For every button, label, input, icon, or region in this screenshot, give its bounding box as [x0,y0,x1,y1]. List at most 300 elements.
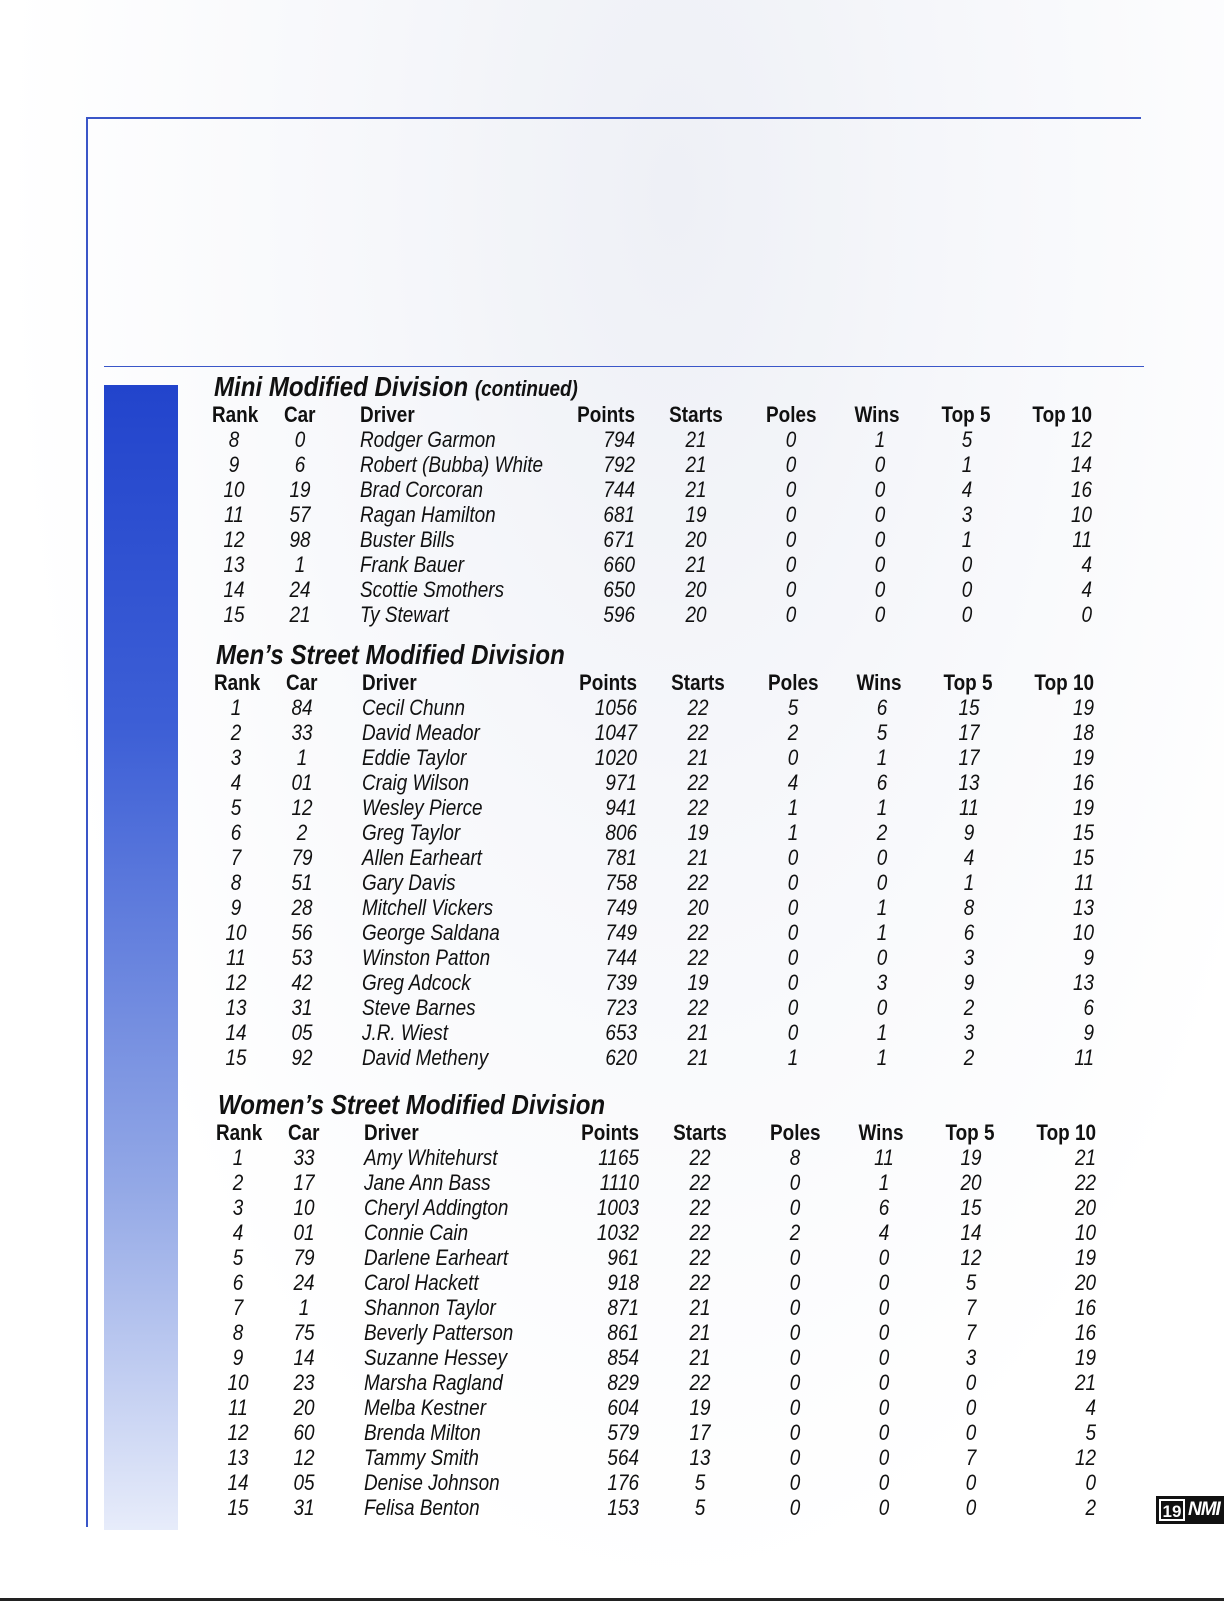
cell-car: 56 [291,920,313,945]
cell-car: 53 [291,945,313,970]
cell-starts: 5 [694,1495,706,1520]
cell-points: 176 [607,1470,639,1495]
table-row [214,452,1114,477]
division-title [214,372,988,402]
cell-rank: 13 [223,552,245,577]
cell-points: 596 [603,602,635,627]
column-header: Poles [770,1120,821,1145]
cell-wins: 0 [878,1395,890,1420]
cell-points: 749 [605,895,637,920]
cell-car: 01 [291,770,313,795]
table-row [218,1320,1118,1345]
table-row [216,770,1116,795]
table-row [218,1395,1118,1420]
cell-top5: 1 [961,452,973,477]
cell-top5: 0 [965,1470,977,1495]
cell-starts: 22 [689,1195,711,1220]
cell-top10: 19 [1074,1245,1096,1270]
division-title-text: Women’s Street Modified Division [218,1089,606,1120]
cell-poles: 0 [785,477,797,502]
cell-driver: Robert (Bubba) White [360,452,543,477]
cell-rank: 1 [232,1145,244,1170]
cell-top10: 16 [1074,1295,1096,1320]
table-row [218,1420,1118,1445]
table-row [214,552,1114,577]
cell-top10: 4 [1081,552,1092,577]
cell-starts: 19 [685,502,707,527]
table-row [214,427,1114,452]
cell-rank: 2 [230,720,242,745]
cell-starts: 21 [689,1320,711,1345]
cell-points: 153 [607,1495,639,1520]
cell-top10: 19 [1072,695,1094,720]
cell-top10: 0 [1085,1470,1096,1495]
cell-points: 1032 [596,1220,639,1245]
table-row [214,502,1114,527]
cell-top10: 13 [1072,970,1094,995]
cell-car: 21 [289,602,311,627]
cell-poles: 0 [789,1420,801,1445]
cell-driver: Wesley Pierce [362,795,483,820]
cell-starts: 17 [689,1420,711,1445]
cell-poles: 0 [787,945,799,970]
cell-top10: 0 [1081,602,1092,627]
column-header: Points [581,1120,639,1145]
cell-rank: 14 [227,1470,249,1495]
column-header: Driver [360,402,415,427]
cell-poles: 0 [789,1395,801,1420]
cell-car: 24 [293,1270,315,1295]
cell-top5: 17 [958,745,980,770]
cell-poles: 0 [789,1245,801,1270]
cell-top10: 19 [1074,1345,1096,1370]
cell-driver: Tammy Smith [364,1445,479,1470]
cell-rank: 10 [223,477,245,502]
cell-starts: 22 [687,795,709,820]
column-header: Starts [673,1120,727,1145]
table-row [218,1295,1118,1320]
cell-rank: 9 [230,895,242,920]
cell-top10: 16 [1074,1320,1096,1345]
table-header-row [214,402,1114,427]
table-header-row [218,1120,1118,1145]
cell-car: 75 [293,1320,315,1345]
cell-car: 12 [291,795,313,820]
column-header: Top 10 [1032,402,1092,427]
cell-top10: 22 [1074,1170,1096,1195]
cell-poles: 0 [787,920,799,945]
cell-top5: 9 [963,820,975,845]
cell-driver: Allen Earheart [362,845,482,870]
cell-wins: 0 [878,1445,890,1470]
cell-starts: 20 [687,895,709,920]
cell-poles: 0 [789,1295,801,1320]
cell-top5: 3 [963,945,975,970]
cell-top10: 10 [1074,1220,1096,1245]
cell-wins: 4 [878,1220,890,1245]
cell-car: 6 [294,452,306,477]
table-row [216,945,1116,970]
cell-driver: Craig Wilson [362,770,470,795]
table-row [218,1470,1118,1495]
cell-wins: 0 [878,1320,890,1345]
table-row [214,477,1114,502]
cell-car: 12 [293,1445,315,1470]
cell-rank: 6 [232,1270,244,1295]
cell-starts: 21 [685,477,707,502]
cell-wins: 0 [878,1245,890,1270]
cell-poles: 5 [787,695,799,720]
cell-starts: 21 [689,1295,711,1320]
division-section [214,372,1114,627]
cell-top10: 4 [1085,1395,1096,1420]
column-header: Top 5 [945,1120,995,1145]
cell-top10: 6 [1083,995,1094,1020]
cell-rank: 4 [232,1220,244,1245]
cell-driver: Steve Barnes [362,995,476,1020]
cell-poles: 0 [787,995,799,1020]
cell-top10: 12 [1070,427,1092,452]
cell-starts: 21 [687,745,709,770]
cell-driver: Suzanne Hessey [364,1345,508,1370]
cell-car: 31 [291,995,313,1020]
column-header: Poles [766,402,817,427]
cell-poles: 1 [787,1045,799,1070]
cell-rank: 2 [232,1170,244,1195]
cell-wins: 0 [878,1295,890,1320]
cell-car: 23 [293,1370,315,1395]
column-header: Car [284,402,316,427]
cell-top5: 5 [965,1270,977,1295]
cell-wins: 0 [878,1370,890,1395]
cell-car: 0 [294,427,306,452]
cell-points: 941 [605,795,637,820]
cell-points: 829 [607,1370,639,1395]
cell-rank: 12 [227,1420,249,1445]
section-top-rule [104,366,1144,367]
cell-points: 620 [605,1045,637,1070]
page-footer-badge [1156,1496,1224,1524]
frame-top-rule [86,117,1141,119]
cell-driver: Greg Taylor [362,820,461,845]
cell-poles: 0 [785,552,797,577]
cell-wins: 1 [876,1020,888,1045]
cell-wins: 1 [876,745,888,770]
cell-car: 79 [291,845,313,870]
cell-points: 723 [605,995,637,1020]
cell-top5: 2 [963,995,975,1020]
cell-car: 84 [291,695,313,720]
cell-driver: Scottie Smothers [360,577,505,602]
column-header: Starts [669,402,723,427]
cell-poles: 0 [787,1020,799,1045]
cell-driver: Felisa Benton [364,1495,480,1520]
cell-points: 854 [607,1345,639,1370]
cell-rank: 12 [225,970,247,995]
table-row [216,845,1116,870]
cell-rank: 15 [225,1045,247,1070]
column-header: Rank [212,402,259,427]
cell-driver: Greg Adcock [362,970,471,995]
division-section [218,1090,1118,1520]
table-row [218,1170,1118,1195]
cell-points: 604 [607,1395,639,1420]
cell-starts: 21 [689,1345,711,1370]
cell-points: 1110 [599,1170,639,1195]
cell-driver: Cecil Chunn [362,695,466,720]
cell-car: 33 [291,720,313,745]
cell-rank: 9 [232,1345,244,1370]
cell-driver: Denise Johnson [364,1470,500,1495]
cell-top10: 16 [1072,770,1094,795]
table-row [216,920,1116,945]
cell-poles: 0 [789,1170,801,1195]
division-title-text: Mini Modified Division [214,371,469,402]
cell-starts: 20 [685,577,707,602]
cell-wins: 1 [878,1170,890,1195]
cell-points: 564 [607,1445,639,1470]
cell-poles: 0 [787,845,799,870]
cell-wins: 0 [878,1270,890,1295]
cell-points: 653 [605,1020,637,1045]
cell-driver: David Meador [362,720,480,745]
cell-poles: 0 [789,1470,801,1495]
cell-top5: 4 [963,845,975,870]
column-header: Top 5 [941,402,991,427]
cell-top5: 0 [965,1395,977,1420]
cell-points: 1003 [596,1195,639,1220]
cell-car: 28 [291,895,313,920]
cell-car: 42 [291,970,313,995]
column-header: Driver [364,1120,419,1145]
cell-starts: 19 [689,1395,711,1420]
cell-driver: Darlene Earheart [364,1245,509,1270]
table-row [218,1195,1118,1220]
cell-points: 660 [603,552,635,577]
cell-wins: 0 [874,552,886,577]
cell-starts: 22 [687,870,709,895]
cell-driver: Ty Stewart [360,602,450,627]
frame-left-rule [86,117,88,1527]
cell-rank: 11 [228,1395,248,1420]
table-row [218,1145,1118,1170]
column-header: Driver [362,670,417,695]
cell-rank: 11 [226,945,246,970]
division-title [218,1090,992,1120]
cell-starts: 21 [685,452,707,477]
cell-top10: 11 [1072,527,1092,552]
cell-rank: 9 [228,452,240,477]
cell-poles: 0 [785,452,797,477]
cell-wins: 0 [874,527,886,552]
division-section [216,640,1116,1070]
cell-points: 806 [605,820,637,845]
cell-top5: 0 [961,602,973,627]
cell-top5: 7 [965,1295,977,1320]
cell-top10: 4 [1081,577,1092,602]
cell-points: 1056 [594,695,637,720]
cell-starts: 22 [687,945,709,970]
cell-top5: 7 [965,1320,977,1345]
cell-top10: 15 [1072,845,1094,870]
cell-car: 19 [289,477,311,502]
cell-wins: 0 [878,1470,890,1495]
cell-top5: 5 [961,427,973,452]
cell-starts: 5 [694,1470,706,1495]
cell-wins: 1 [876,1045,888,1070]
table-row [216,870,1116,895]
cell-starts: 21 [687,1020,709,1045]
cell-top10: 2 [1085,1495,1096,1520]
cell-driver: Brenda Milton [364,1420,481,1445]
cell-top10: 9 [1083,945,1094,970]
cell-points: 918 [607,1270,639,1295]
cell-rank: 11 [224,502,244,527]
cell-wins: 0 [876,995,888,1020]
cell-driver: David Metheny [362,1045,489,1070]
cell-car: 98 [289,527,311,552]
cell-rank: 10 [227,1370,249,1395]
cell-car: 01 [293,1220,315,1245]
cell-car: 79 [293,1245,315,1270]
cell-starts: 19 [687,970,709,995]
cell-top5: 15 [960,1195,982,1220]
cell-starts: 21 [685,427,707,452]
cell-top10: 20 [1074,1270,1096,1295]
cell-points: 971 [605,770,637,795]
cell-poles: 2 [789,1220,801,1245]
cell-wins: 6 [878,1195,890,1220]
table-row [218,1370,1118,1395]
cell-wins: 2 [876,820,888,845]
cell-poles: 0 [789,1345,801,1370]
cell-top10: 12 [1074,1445,1096,1470]
cell-wins: 0 [876,870,888,895]
cell-wins: 0 [878,1345,890,1370]
cell-top10: 20 [1074,1195,1096,1220]
table-row [218,1270,1118,1295]
cell-points: 861 [607,1320,639,1345]
cell-starts: 22 [689,1145,711,1170]
cell-points: 1020 [594,745,637,770]
cell-poles: 0 [789,1270,801,1295]
cell-poles: 0 [789,1195,801,1220]
cell-wins: 6 [876,695,888,720]
cell-top5: 1 [961,527,973,552]
cell-points: 871 [607,1295,639,1320]
cell-driver: Rodger Garmon [360,427,496,452]
cell-top5: 14 [960,1220,982,1245]
cell-starts: 19 [687,820,709,845]
column-header: Wins [856,670,902,695]
cell-top5: 6 [963,920,975,945]
table-row [214,527,1114,552]
cell-rank: 4 [230,770,242,795]
cell-starts: 22 [687,770,709,795]
table-row [218,1445,1118,1470]
cell-driver: Beverly Patterson [364,1320,514,1345]
cell-points: 749 [605,920,637,945]
cell-driver: Connie Cain [364,1220,469,1245]
cell-top5: 9 [963,970,975,995]
table-header-row [216,670,1116,695]
cell-top10: 21 [1074,1145,1096,1170]
page-number: 19 [1159,1499,1185,1521]
cell-top5: 0 [965,1370,977,1395]
cell-top5: 7 [965,1445,977,1470]
cell-poles: 0 [785,527,797,552]
cell-rank: 13 [227,1445,249,1470]
division-title-text: Men’s Street Modified Division [216,639,565,670]
table-row [216,970,1116,995]
cell-rank: 3 [232,1195,244,1220]
division-title [216,640,990,670]
cell-starts: 13 [689,1445,711,1470]
cell-rank: 13 [225,995,247,1020]
cell-car: 24 [289,577,311,602]
cell-starts: 22 [687,995,709,1020]
column-header: Top 10 [1036,1120,1096,1145]
cell-points: 744 [603,477,635,502]
cell-poles: 0 [785,577,797,602]
cell-top5: 3 [961,502,973,527]
cell-top5: 2 [963,1045,975,1070]
cell-starts: 22 [689,1370,711,1395]
cell-top5: 20 [960,1170,982,1195]
table-row [216,1020,1116,1045]
cell-top10: 16 [1070,477,1092,502]
cell-top5: 3 [963,1020,975,1045]
cell-car: 1 [294,552,306,577]
cell-wins: 0 [878,1420,890,1445]
table-row [216,745,1116,770]
cell-top10: 10 [1072,920,1094,945]
cell-wins: 0 [878,1495,890,1520]
cell-poles: 0 [787,970,799,995]
cell-wins: 0 [874,577,886,602]
column-header: Top 10 [1034,670,1094,695]
cell-points: 579 [607,1420,639,1445]
cell-points: 1047 [594,720,637,745]
cell-rank: 5 [232,1245,244,1270]
cell-starts: 21 [685,552,707,577]
cell-starts: 20 [685,527,707,552]
cell-wins: 0 [874,502,886,527]
cell-rank: 15 [227,1495,249,1520]
cell-car: 33 [293,1145,315,1170]
cell-driver: J.R. Wiest [362,1020,449,1045]
cell-starts: 22 [689,1245,711,1270]
column-header: Wins [858,1120,904,1145]
cell-car: 05 [291,1020,313,1045]
cell-rank: 8 [230,870,242,895]
cell-starts: 22 [689,1220,711,1245]
cell-poles: 0 [785,602,797,627]
column-header: Points [579,670,637,695]
cell-rank: 1 [230,695,242,720]
table-row [216,995,1116,1020]
cell-top5: 0 [961,577,973,602]
cell-top5: 0 [965,1495,977,1520]
table-row [214,602,1114,627]
cell-wins: 0 [874,452,886,477]
cell-car: 05 [293,1470,315,1495]
cell-driver: Buster Bills [360,527,455,552]
cell-points: 792 [603,452,635,477]
cell-car: 10 [293,1195,315,1220]
cell-rank: 12 [223,527,245,552]
cell-wins: 0 [876,845,888,870]
